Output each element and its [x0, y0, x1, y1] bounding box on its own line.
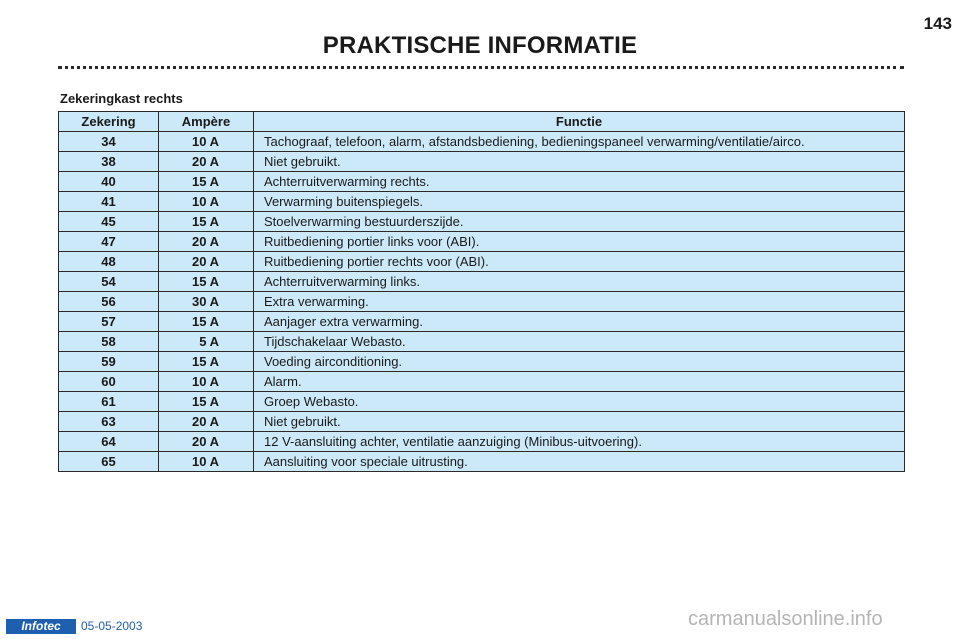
- cell-function: Stoelverwarming bestuurderszijde.: [254, 212, 905, 232]
- cell-fuse: 40: [59, 172, 159, 192]
- cell-ampere: 5 A: [159, 332, 254, 352]
- table-row: [59, 352, 905, 372]
- table-row: [59, 332, 905, 352]
- cell-fuse: 60: [59, 372, 159, 392]
- cell-ampere: 20 A: [159, 252, 254, 272]
- table-row: [59, 252, 905, 272]
- table-row: [59, 292, 905, 312]
- table-body: [59, 132, 905, 472]
- cell-fuse: 58: [59, 332, 159, 352]
- cell-function: Groep Webasto.: [254, 392, 905, 412]
- watermark: carmanualsonline.info: [688, 608, 883, 630]
- table-row: [59, 212, 905, 232]
- cell-fuse: 47: [59, 232, 159, 252]
- cell-function: Verwarming buitenspiegels.: [254, 192, 905, 212]
- cell-ampere: 30 A: [159, 292, 254, 312]
- table-row: [59, 172, 905, 192]
- cell-ampere: 20 A: [159, 232, 254, 252]
- cell-fuse: 59: [59, 352, 159, 372]
- cell-ampere: 15 A: [159, 312, 254, 332]
- cell-function: Aanjager extra verwarming.: [254, 312, 905, 332]
- table-row: [59, 192, 905, 212]
- fuse-table: [58, 111, 905, 472]
- column-header-fuse: Zekering: [59, 112, 159, 132]
- cell-fuse: 64: [59, 432, 159, 452]
- cell-function: 12 V-aansluiting achter, ventilatie aanzuiging (Minibus-uitvoering).: [254, 432, 905, 452]
- dotted-divider: [58, 66, 904, 69]
- cell-fuse: 38: [59, 152, 159, 172]
- column-header-ampere: Ampère: [159, 112, 254, 132]
- section-heading: Zekeringkast rechts: [60, 91, 183, 106]
- column-header-function: Functie: [254, 112, 905, 132]
- table-row: [59, 372, 905, 392]
- cell-fuse: 54: [59, 272, 159, 292]
- cell-fuse: 45: [59, 212, 159, 232]
- table-row: [59, 232, 905, 252]
- cell-function: Alarm.: [254, 372, 905, 392]
- table-header-row: [59, 112, 905, 132]
- footer-date: 05-05-2003: [81, 619, 143, 633]
- table-row: [59, 392, 905, 412]
- cell-ampere: 10 A: [159, 452, 254, 472]
- table-row: [59, 312, 905, 332]
- cell-fuse: 63: [59, 412, 159, 432]
- cell-function: Tijdschakelaar Webasto.: [254, 332, 905, 352]
- cell-fuse: 61: [59, 392, 159, 412]
- cell-fuse: 41: [59, 192, 159, 212]
- cell-ampere: 10 A: [159, 132, 254, 152]
- cell-fuse: 56: [59, 292, 159, 312]
- cell-function: Extra verwarming.: [254, 292, 905, 312]
- table-row: [59, 412, 905, 432]
- cell-fuse: 48: [59, 252, 159, 272]
- cell-fuse: 57: [59, 312, 159, 332]
- cell-ampere: 20 A: [159, 412, 254, 432]
- table-row: [59, 432, 905, 452]
- cell-function: Tachograaf, telefoon, alarm, afstandsbediening, bedieningspaneel verwarming/ventilatie/airco.: [254, 132, 905, 152]
- cell-ampere: 15 A: [159, 392, 254, 412]
- cell-ampere: 15 A: [159, 272, 254, 292]
- cell-fuse: 34: [59, 132, 159, 152]
- cell-function: Voeding airconditioning.: [254, 352, 905, 372]
- cell-function: Aansluiting voor speciale uitrusting.: [254, 452, 905, 472]
- cell-function: Achterruitverwarming rechts.: [254, 172, 905, 192]
- cell-ampere: 10 A: [159, 372, 254, 392]
- table-row: [59, 272, 905, 292]
- cell-function: Ruitbediening portier links voor (ABI).: [254, 232, 905, 252]
- cell-ampere: 20 A: [159, 432, 254, 452]
- cell-function: Ruitbediening portier rechts voor (ABI).: [254, 252, 905, 272]
- table-row: [59, 452, 905, 472]
- cell-ampere: 15 A: [159, 212, 254, 232]
- cell-function: Niet gebruikt.: [254, 412, 905, 432]
- cell-function: Achterruitverwarming links.: [254, 272, 905, 292]
- cell-ampere: 20 A: [159, 152, 254, 172]
- cell-function: Niet gebruikt.: [254, 152, 905, 172]
- infotec-logo: Infotec: [6, 619, 76, 634]
- cell-fuse: 65: [59, 452, 159, 472]
- page-title: PRAKTISCHE INFORMATIE: [322, 32, 638, 59]
- page-number: 143: [923, 14, 952, 33]
- cell-ampere: 15 A: [159, 352, 254, 372]
- cell-ampere: 15 A: [159, 172, 254, 192]
- table-row: [59, 152, 905, 172]
- cell-ampere: 10 A: [159, 192, 254, 212]
- table-row: [59, 132, 905, 152]
